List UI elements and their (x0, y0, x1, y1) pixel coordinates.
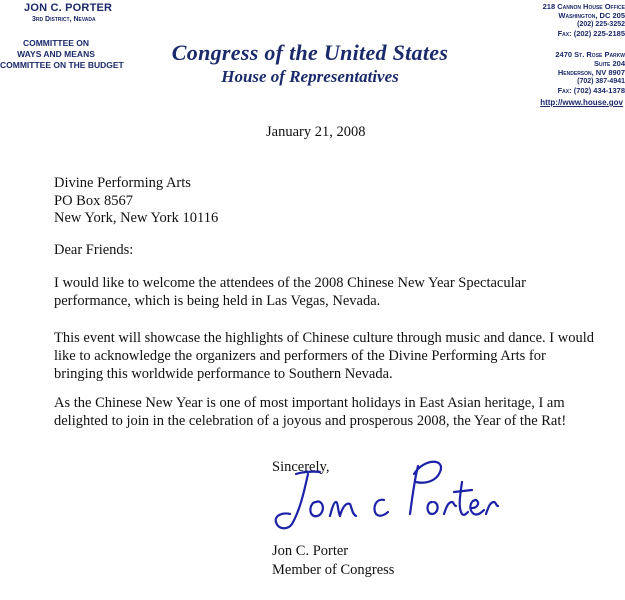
committee-line: COMMITTEE ON (22, 38, 90, 48)
signer-block (272, 542, 394, 580)
body-paragraph: This event will showcase the highlights of Chinese culture through music and dance. I would like to acknowledge the organizers and performers of the Divine Performing Arts for bringing this worldwide performance to Southern Nevada. (54, 330, 595, 382)
district-office-line: 2470 St. Rose Parkw (555, 50, 625, 59)
district-office-line: Suite 204 (594, 59, 625, 68)
member-district: 3rd District, Nevada (32, 16, 96, 23)
signer-name: Jon C. Porter (272, 543, 349, 559)
dc-office-line: Fax: (202) 225-2185 (557, 29, 625, 38)
committee-line: WAYS AND MEANS (17, 49, 95, 59)
member-name: JON C. PORTER (24, 2, 113, 14)
office-addresses (505, 2, 625, 95)
website-link[interactable]: http://www.house.gov (540, 98, 623, 107)
closing: Sincerely, (272, 459, 330, 475)
recipient-address (54, 175, 218, 228)
letter-date: January 21, 2008 (266, 124, 366, 140)
committee-line: COMMITTEE ON THE BUDGET (0, 60, 124, 70)
dc-office-line: 218 Cannon House Office (542, 2, 625, 11)
recipient-line: New York, New York 10116 (54, 210, 219, 226)
committee-list (0, 38, 124, 71)
congress-title: Congress of the United States (171, 40, 449, 65)
dc-office-line: Washington, DC 205 (558, 11, 625, 20)
district-office-line: (702) 387-4941 (577, 78, 625, 85)
house-subtitle: House of Representatives (221, 67, 399, 86)
signer-title: Member of Congress (272, 562, 395, 578)
dc-office-line: (202) 225-3252 (577, 21, 625, 28)
body-paragraph: I would like to welcome the attendees of the 2008 Chinese New Year Spectacular performance, which is being held in Las Vegas, Nevada. (54, 275, 526, 309)
letterhead-title (120, 40, 500, 88)
signature-image (268, 452, 498, 532)
recipient-line: PO Box 8567 (54, 192, 133, 209)
recipient-line: Divine Performing Arts (54, 175, 191, 191)
salutation: Dear Friends: (54, 242, 134, 258)
district-office-line: Henderson, NV 8907 (557, 68, 625, 77)
body-paragraph: As the Chinese New Year is one of most important holidays in East Asian heritage, I am delighted to join in the celebration of a joyous and prosperous 2008, the Year of the Rat! (54, 395, 567, 429)
district-office-line: Fax: (702) 434-1378 (557, 86, 625, 95)
